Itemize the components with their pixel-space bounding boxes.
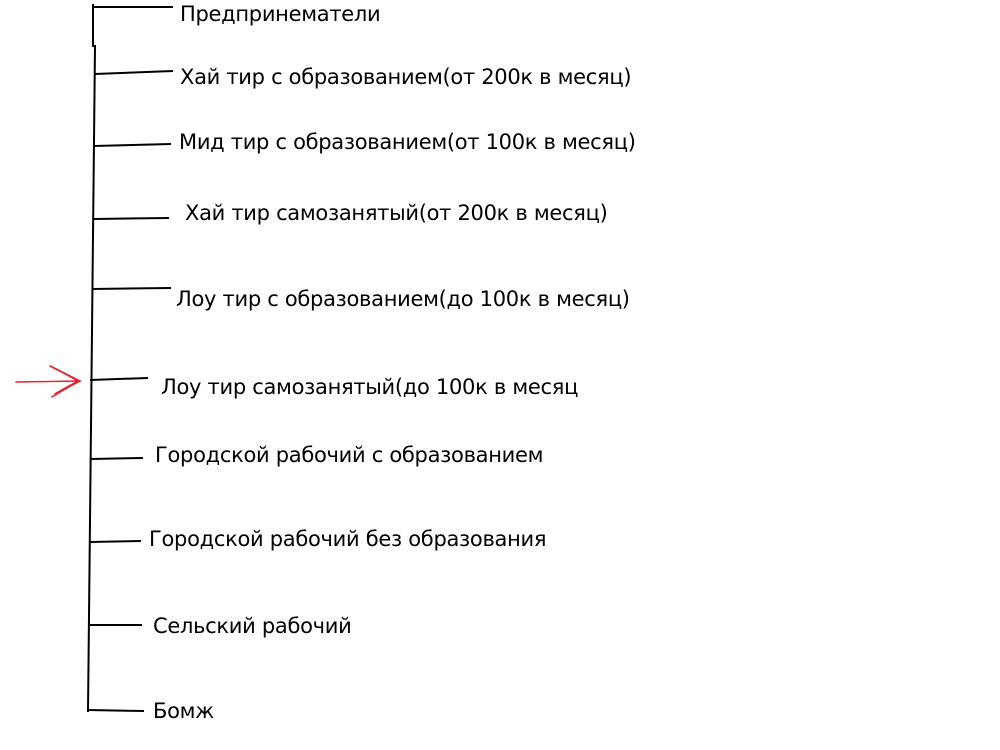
branch-line	[95, 71, 172, 74]
branch-line	[94, 144, 170, 146]
branch-line	[90, 541, 140, 542]
branch-line	[88, 710, 143, 711]
tier-label: Предпринематели	[180, 2, 381, 26]
tier-label: Хай тир самозанятый(от 200к в месяц)	[185, 201, 608, 225]
tier-label: Бомж	[153, 699, 214, 723]
branch-line	[91, 458, 142, 459]
tier-label: Мид тир с образованием(от 100к в месяц)	[179, 130, 636, 154]
tier-label: Лоу тир самозанятый(до 100к в месяц	[161, 375, 579, 399]
branch-line	[93, 288, 170, 289]
branch-line	[91, 378, 147, 380]
tier-label: Сельский рабочий	[153, 614, 352, 638]
tier-label: Хай тир с образованием(от 200к в месяц)	[180, 65, 632, 89]
branch-line	[94, 218, 168, 219]
tier-label: Городской рабочий без образования	[149, 527, 547, 551]
tier-label: Городской рабочий с образованием	[155, 443, 544, 467]
tier-label: Лоу тир с образованием(до 100к в месяц)	[176, 287, 630, 311]
red-arrow-icon	[16, 366, 80, 397]
